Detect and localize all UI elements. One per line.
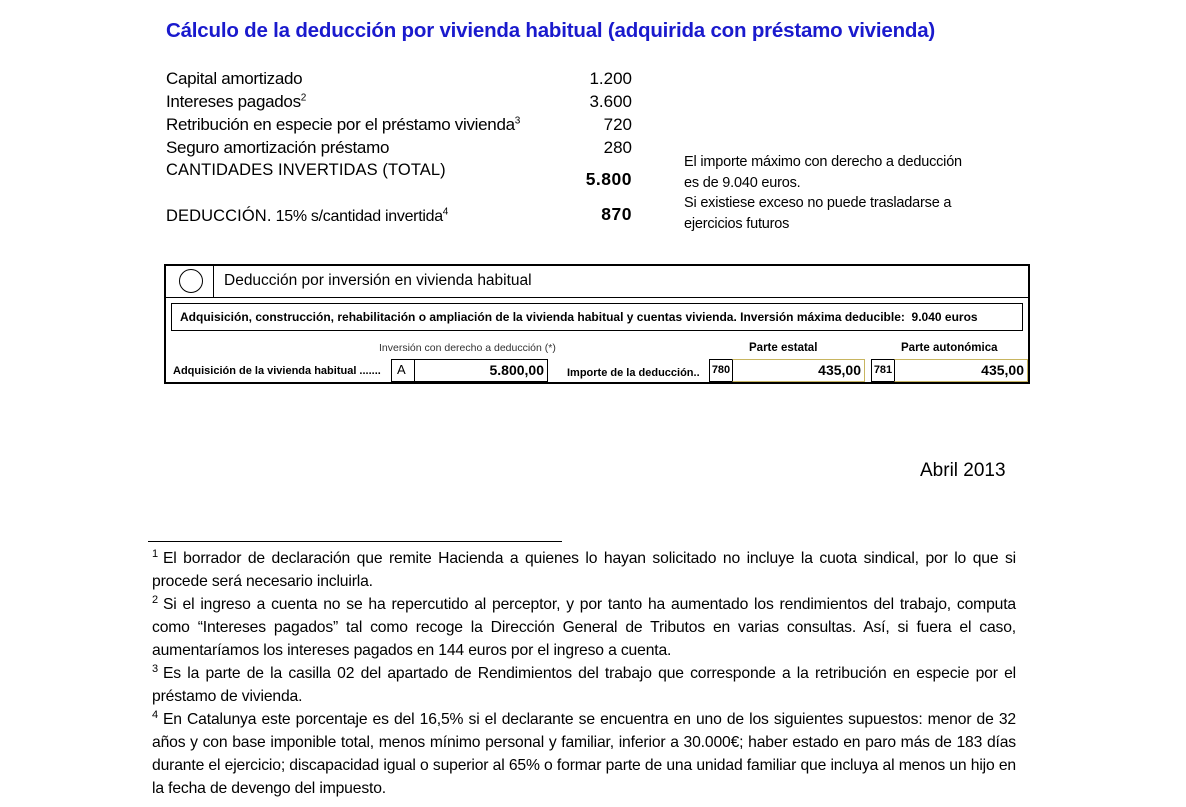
calc-row-capital (166, 69, 302, 89)
note-line: El importe máximo con derecho a deducción (684, 154, 962, 170)
subhead-amount: 9.040 (911, 310, 942, 324)
calc-row-seguro (166, 138, 389, 158)
footnote-3 (152, 662, 1016, 708)
calc-deduction-label (166, 206, 448, 226)
autonomica-value-field[interactable]: 435,00 (894, 359, 1028, 382)
footnote-number: 4 (152, 708, 158, 721)
calc-row-intereses (166, 92, 306, 112)
footnote-4 (152, 708, 1016, 800)
deduction-label-bold: DEDUCCIÓN. (166, 207, 272, 225)
footnote-ref: 4 (442, 206, 449, 218)
checkbox-circle-icon[interactable] (179, 269, 203, 293)
casilla-780: 780 (709, 359, 733, 382)
calc-deduction-value: 870 (601, 204, 632, 224)
footnote-text: Si el ingreso a cuenta no se ha repercutido al perceptor, y por tanto ha aumentado los rendimientos del trabajo, computa como “Intereses pagados” tal como recoge la Dirección General de Tributos en varias consultas. Así, si fuera el caso, aumentaríamos los intereses pagados en 144 euros por el ingreso a cuenta. (152, 596, 1016, 659)
note-line: Si existiese exceso no puede trasladarse a (684, 195, 952, 211)
deduction-label-rest: 15% s/cantidad invertida (271, 208, 443, 225)
page-title: Cálculo de la deducción por vivienda habitual (adquirida con préstamo vivienda) (166, 19, 936, 42)
document-date: Abril 2013 (920, 460, 1006, 481)
footnote-number: 3 (152, 662, 158, 675)
note-line: es de 9.040 euros. (684, 174, 801, 191)
calc-row-value: 3.600 (589, 92, 632, 111)
importe-label: Importe de la deducción.. (567, 367, 700, 379)
deduction-form (164, 264, 1030, 384)
footnote-number: 1 (152, 547, 158, 560)
footnote-ref: 3 (514, 115, 521, 127)
footnote-1 (152, 547, 1016, 593)
autonomica-caption: Parte autonómica (901, 342, 998, 354)
max-amount-note (684, 152, 984, 234)
form-subhead (171, 303, 1023, 331)
footnote-text: El borrador de declaración que remite Hacienda a quienes lo hayan solicitado no incluye la cuota sindical, por lo que si procede será necesario incluirla. (152, 550, 1016, 590)
estatal-caption: Parte estatal (749, 342, 818, 354)
footnote-text: En Catalunya este porcentaje es del 16,5% si el declarante se encuentra en uno de los siguientes supuestos: menor de 32 años y con base imponible total, menos mínimo personal y familiar, inferior a 30.000€; haber estado en paro más de 183 días durante el ejercicio; discapacidad igual o superior al 65% o formar parte de una unidad familiar que incluya al menos un hijo en la fecha de devengo del impuesto. (152, 711, 1016, 797)
footnote-divider (148, 541, 562, 542)
footnote-number: 2 (152, 593, 158, 606)
subhead-text: Adquisición, construcción, rehabilitación o ampliación de la vivienda habitual y cuentas vivienda. Inversión máxima deducible: (180, 310, 905, 324)
calc-row-label: Capital amortizado (166, 69, 303, 88)
estatal-value-field[interactable]: 435,00 (732, 359, 865, 382)
footnote-ref: 2 (300, 92, 307, 104)
calc-row-label: Intereses pagados (166, 92, 301, 111)
footnote-2 (152, 593, 1016, 662)
calc-row-retribucion (166, 115, 520, 135)
calc-row-label: Retribución en especie por el préstamo vivienda (166, 115, 515, 134)
calc-row-value: 1.200 (589, 69, 632, 88)
casilla-781: 781 (871, 359, 895, 382)
calc-total-label: CANTIDADES INVERTIDAS (TOTAL) (166, 161, 446, 179)
investment-value-field[interactable]: 5.800,00 (414, 359, 548, 382)
circle-cell (166, 266, 214, 297)
calc-row-label: Seguro amortización préstamo (166, 138, 390, 157)
calc-total-value: 5.800 (585, 169, 632, 189)
calc-row-value: 720 (603, 115, 632, 134)
form-header (166, 266, 1028, 298)
box-letter-a: A (391, 359, 415, 382)
footnote-text: Es la parte de la casilla 02 del apartado de Rendimientos del trabajo que corresponde a la retribución en especie por el préstamo de vivienda. (152, 665, 1016, 705)
investment-caption: Inversión con derecho a deducción (*) (379, 342, 556, 354)
calc-row-value: 280 (603, 138, 632, 157)
row-label-adquisicion: Adquisición de la vivienda habitual ....... (173, 365, 381, 377)
form-heading: Deducción por inversión en vivienda habitual (224, 272, 532, 289)
footnotes (152, 547, 1016, 800)
note-line: ejercicios futuros (684, 215, 790, 232)
subhead-unit: euros (944, 310, 978, 324)
